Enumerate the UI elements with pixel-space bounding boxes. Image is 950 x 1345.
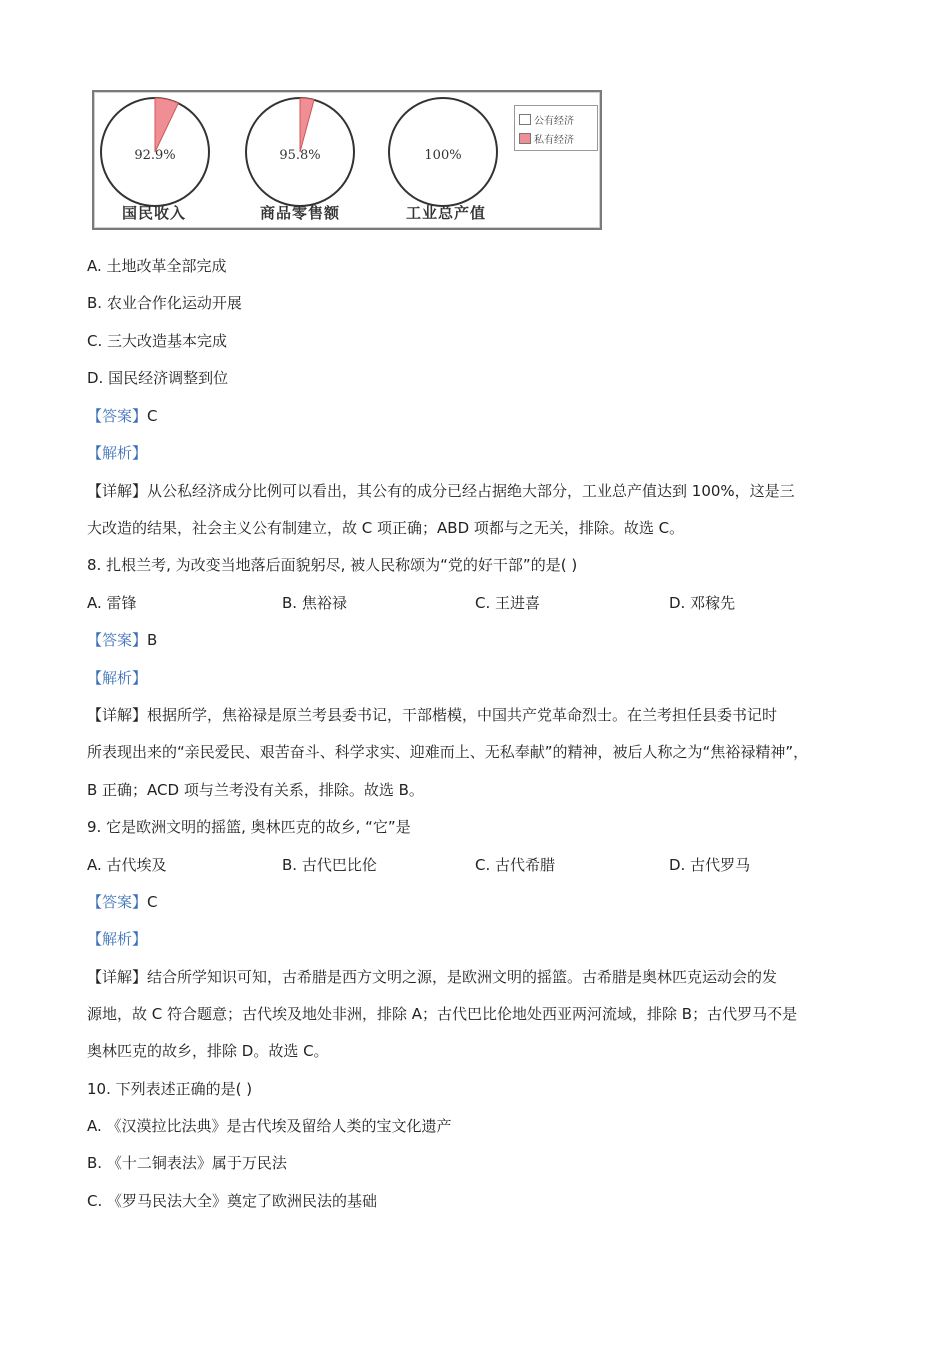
caption-industrial-output: 工业总产值 — [405, 204, 486, 222]
q9-detail-line-3: 奥林匹克的故乡，排除 D。故选 C。 — [87, 1042, 329, 1060]
q9-detail-line-1 — [87, 967, 777, 987]
q8-option-b: B. 焦裕禄 — [282, 594, 347, 612]
q10-option-b: B. 《十二铜表法》属于万民法 — [87, 1154, 287, 1172]
answer-tag: 【答案】 — [87, 631, 148, 649]
q8-option-d: D. 邓稼先 — [669, 594, 736, 612]
detail-tag: 【详解】 — [87, 968, 148, 986]
caption-national-income: 国民收入 — [121, 204, 186, 222]
q7-option-d: D. 国民经济调整到位 — [87, 369, 229, 387]
q7-detail-line-2: 大改造的结果，社会主义公有制建立，故 C 项正确；ABD 项都与之无关，排除。故选 C。 — [87, 519, 685, 537]
q8-detail-line-2: 所表现出来的“亲民爱民、艰苦奋斗、科学求实、迎难而上、无私奉献”的精神，被后人称之为“焦裕禄精神”， — [87, 743, 809, 761]
answer-value: C — [147, 893, 158, 911]
pie-label-industrial-output: 100% — [424, 148, 462, 163]
q9-detail-line-2: 源地，故 C 符合题意；古代埃及地处非洲，排除 A；古代巴比伦地处西亚两河流域，排除 B；古代罗马不是 — [87, 1005, 798, 1023]
q7-option-b: B. 农业合作化运动开展 — [87, 294, 242, 312]
legend-label-public: 公有经济 — [534, 116, 574, 127]
q9-option-d: D. 古代罗马 — [669, 856, 751, 874]
answer-value: C — [147, 407, 158, 425]
q7-detail-line-1 — [87, 481, 795, 501]
legend-swatch-private — [519, 133, 531, 144]
q8-detail-line-1 — [87, 705, 777, 725]
q7-answer — [87, 406, 158, 426]
legend-swatch-public — [519, 114, 531, 125]
q9-analysis-tag: 【解析】 — [87, 930, 148, 948]
detail-tag: 【详解】 — [87, 482, 148, 500]
q8-analysis-tag: 【解析】 — [87, 669, 148, 687]
q7-option-c: C. 三大改造基本完成 — [87, 332, 228, 350]
detail-text: 从公私经济成分比例可以看出，其公有的成分已经占据绝大部分，工业总产值达到 100%，这是三 — [147, 482, 795, 500]
q7-option-a: A. 土地改革全部完成 — [87, 257, 227, 275]
ownership-pie-figure — [92, 90, 602, 230]
caption-retail-sales: 商品零售额 — [259, 204, 340, 222]
legend-public — [519, 112, 574, 127]
q9-option-a: A. 古代埃及 — [87, 856, 167, 874]
detail-tag: 【详解】 — [87, 706, 148, 724]
detail-text: 结合所学知识可知，古希腊是西方文明之源，是欧洲文明的摇篮。古希腊是奥林匹克运动会的发 — [147, 968, 778, 986]
answer-tag: 【答案】 — [87, 407, 148, 425]
q10-question: 10. 下列表述正确的是( ) — [87, 1080, 253, 1098]
q8-answer — [87, 630, 157, 650]
answer-value: B — [147, 631, 158, 649]
q8-options — [87, 593, 887, 613]
chart-legend — [514, 105, 598, 151]
legend-label-private: 私有经济 — [534, 135, 574, 146]
q8-option-a: A. 雷锋 — [87, 594, 137, 612]
q9-option-b: B. 古代巴比伦 — [282, 856, 377, 874]
q10-option-c: C. 《罗马民法大全》奠定了欧洲民法的基础 — [87, 1192, 378, 1210]
q8-option-c: C. 王进喜 — [475, 594, 541, 612]
q7-analysis-tag: 【解析】 — [87, 444, 148, 462]
q9-answer — [87, 892, 158, 912]
q8-question: 8. 扎根兰考, 为改变当地落后面貌躬尽, 被人民称颂为“党的好干部”的是( ) — [87, 556, 578, 574]
detail-text: 根据所学，焦裕禄是原兰考县委书记，干部楷模，中国共产党革命烈士。在兰考担任县委书记时 — [147, 706, 778, 724]
q8-detail-line-3: B 正确；ACD 项与兰考没有关系，排除。故选 B。 — [87, 781, 424, 799]
legend-private — [519, 131, 574, 146]
pie-label-retail-sales: 95.8% — [279, 148, 321, 163]
q9-options — [87, 855, 887, 875]
answer-tag: 【答案】 — [87, 893, 148, 911]
q10-option-a: A. 《汉漠拉比法典》是古代埃及留给人类的宝文化遗产 — [87, 1117, 452, 1135]
q9-question: 9. 它是欧洲文明的摇篮, 奥林匹克的故乡, “它”是 — [87, 818, 411, 836]
q9-option-c: C. 古代希腊 — [475, 856, 556, 874]
pie-label-national-income: 92.9% — [134, 148, 176, 163]
